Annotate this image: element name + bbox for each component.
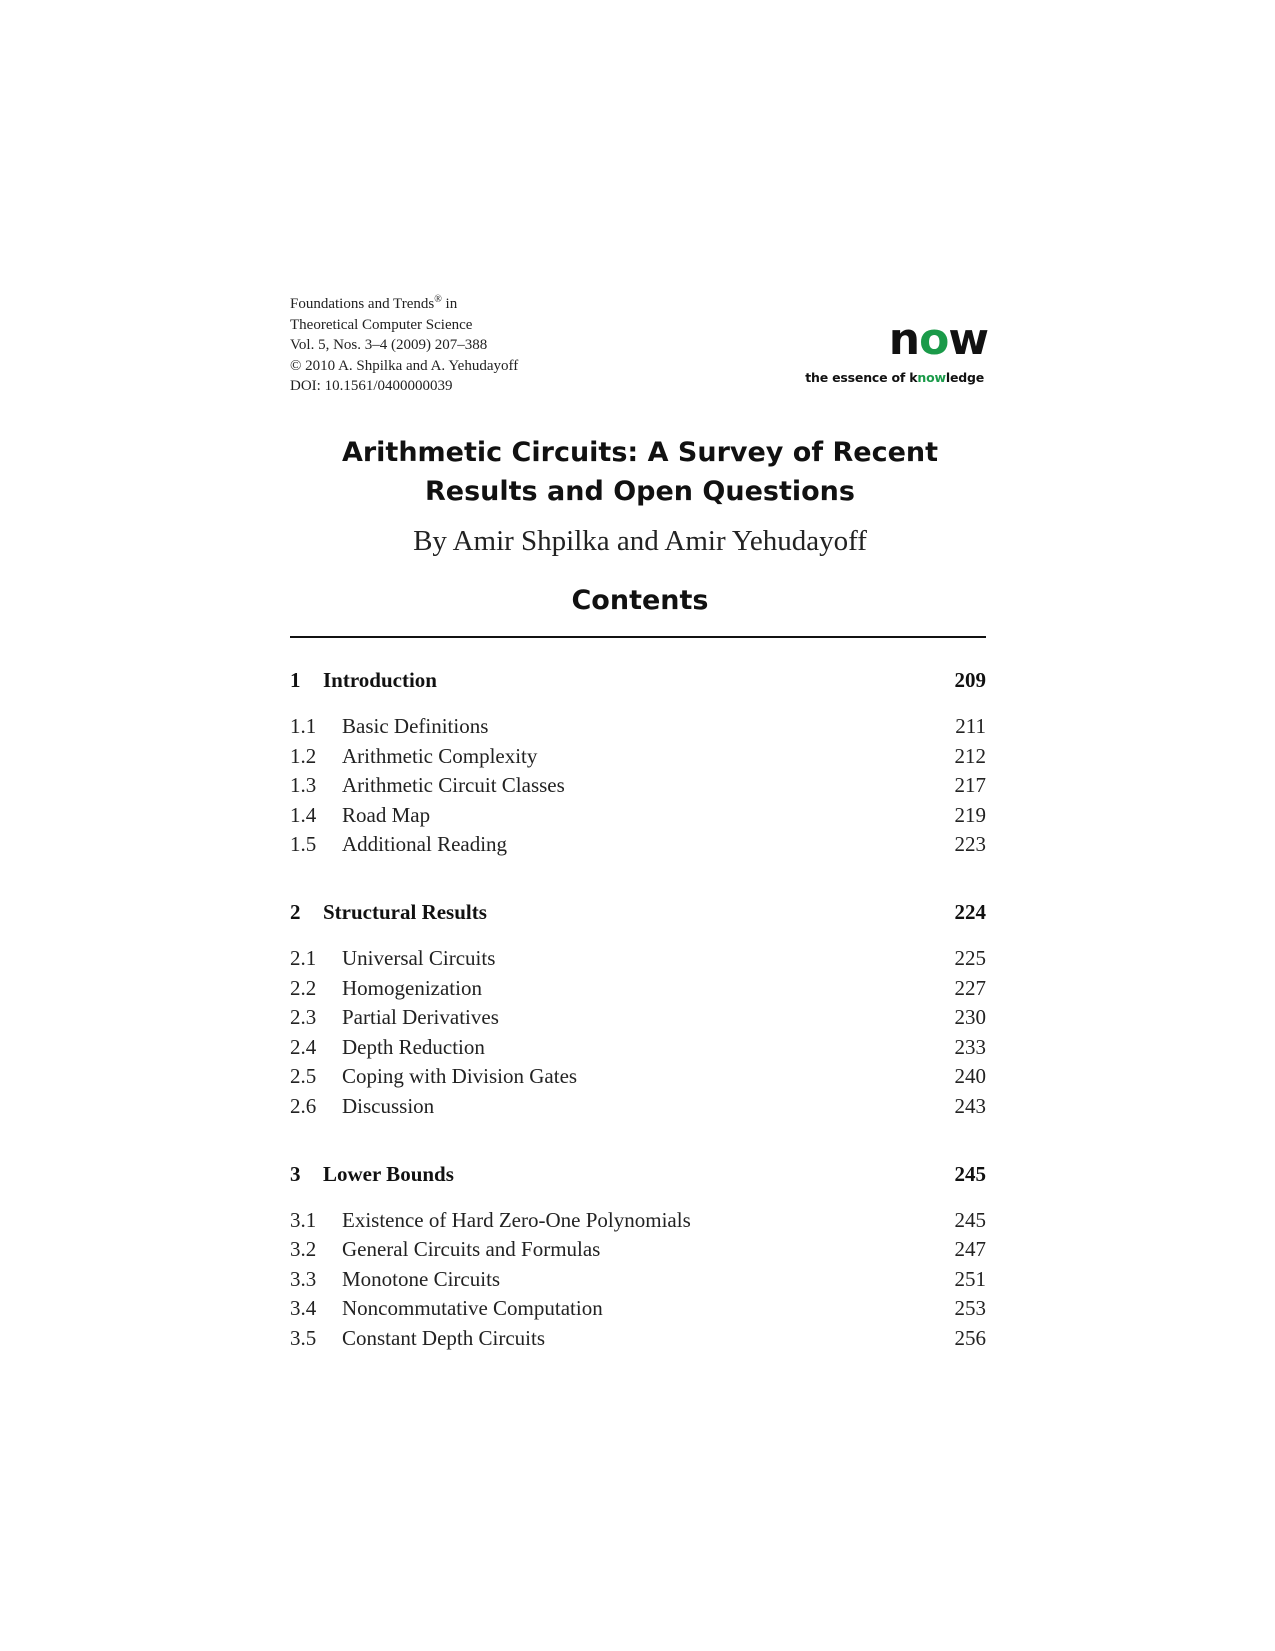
- toc-section-entry[interactable]: [290, 1208, 986, 1238]
- toc-section-page: 253: [954, 1296, 986, 1321]
- toc-chapter-entry[interactable]: [290, 1162, 986, 1202]
- toc-section-entry[interactable]: [290, 976, 986, 1006]
- journal-series-name: Foundations and Trends: [290, 296, 435, 312]
- toc-section-page: 240: [954, 1064, 986, 1089]
- toc-section-page: 256: [954, 1325, 986, 1350]
- toc-section-entry[interactable]: [290, 803, 986, 833]
- journal-info: [290, 290, 710, 397]
- toc-section-page: 243: [954, 1093, 986, 1118]
- journal-series-suffix: in: [441, 296, 458, 312]
- toc-section-entry[interactable]: [290, 1326, 986, 1356]
- title-line-1: Arithmetic Circuits: A Survey of Recent: [341, 437, 939, 468]
- toc-section-title: Basic Definitions: [342, 714, 489, 738]
- toc-section-title: Discussion: [342, 1093, 435, 1118]
- toc-section-title: Universal Circuits: [342, 945, 496, 970]
- toc-section-entry[interactable]: [290, 1005, 986, 1035]
- toc-section-number: 1.1: [290, 714, 317, 738]
- toc-chapter: [290, 668, 986, 862]
- toc-section-page: 233: [954, 1034, 986, 1059]
- table-of-contents: [290, 668, 986, 1394]
- logo-tagline: the essence of knowledge: [805, 370, 984, 385]
- toc-section-number: 1.5: [290, 832, 317, 857]
- toc-chapter-page: 209: [954, 668, 986, 692]
- toc-section-entry[interactable]: [290, 1064, 986, 1094]
- toc-section-entry[interactable]: [290, 1267, 986, 1297]
- toc-chapter-page: 245: [954, 1161, 986, 1186]
- toc-chapter-title: Structural Results: [323, 899, 487, 924]
- toc-section-title: Arithmetic Complexity: [342, 743, 538, 768]
- toc-section-entry[interactable]: [290, 1035, 986, 1065]
- toc-section-number: 1.2: [290, 743, 317, 768]
- toc-section-number: 3.5: [290, 1325, 317, 1350]
- toc-section-number: 2.1: [290, 945, 317, 970]
- toc-section-number: 2.4: [290, 1034, 317, 1059]
- toc-chapter-entry[interactable]: [290, 668, 986, 708]
- toc-section-page: 219: [954, 802, 986, 827]
- toc-chapter-number: 2: [290, 899, 301, 924]
- toc-section-number: 2.5: [290, 1064, 317, 1089]
- toc-section-number: 2.2: [290, 975, 317, 1000]
- authors: By Amir Shpilka and Amir Yehudayoff: [413, 525, 867, 557]
- toc-section-title: Partial Derivatives: [342, 1005, 499, 1030]
- toc-chapter-page: 224: [954, 899, 986, 924]
- toc-section-number: 3.4: [290, 1296, 317, 1321]
- toc-section-page: 217: [954, 773, 986, 798]
- toc-section-entry[interactable]: [290, 946, 986, 976]
- toc-section-page: 230: [954, 1005, 986, 1030]
- toc-section-title: Existence of Hard Zero-One Polynomials: [342, 1207, 691, 1232]
- toc-chapter-title: Introduction: [323, 668, 437, 692]
- logo-wordmark: now: [888, 314, 988, 365]
- toc-chapter-title: Lower Bounds: [323, 1161, 454, 1186]
- toc-section-number: 1.4: [290, 802, 317, 827]
- title-line-2: Results and Open Questions: [425, 476, 855, 507]
- toc-section-title: Road Map: [342, 802, 431, 827]
- toc-section-number: 3.2: [290, 1237, 317, 1262]
- toc-section-page: 245: [954, 1207, 986, 1232]
- journal-volume: Vol. 5, Nos. 3–4 (2009) 207–388: [290, 337, 488, 353]
- toc-section-title: Arithmetic Circuit Classes: [342, 773, 565, 798]
- toc-section-entry[interactable]: [290, 1296, 986, 1326]
- document-title: [290, 433, 990, 511]
- toc-section-number: 2.6: [290, 1093, 317, 1118]
- toc-section-title: Coping with Division Gates: [342, 1064, 578, 1089]
- doi-line: DOI: 10.1561/0400000039: [290, 378, 453, 394]
- journal-subject: Theoretical Computer Science: [290, 316, 473, 333]
- toc-section-title: Noncommutative Computation: [342, 1296, 603, 1321]
- toc-section-title: General Circuits and Formulas: [342, 1237, 601, 1262]
- toc-section-entry[interactable]: [290, 832, 986, 862]
- toc-chapter: [290, 1162, 986, 1356]
- toc-section-page: 223: [954, 832, 986, 857]
- registered-mark: ®: [434, 294, 442, 305]
- toc-section-page: 225: [954, 945, 986, 970]
- contents-rule: [290, 636, 986, 638]
- toc-section-page: 227: [954, 975, 986, 1000]
- toc-section-page: 211: [955, 714, 986, 738]
- copyright-line: © 2010 A. Shpilka and A. Yehudayoff: [290, 357, 519, 374]
- toc-section-page: 212: [954, 743, 986, 768]
- toc-section-number: 2.3: [290, 1005, 317, 1030]
- toc-section-title: Constant Depth Circuits: [342, 1325, 545, 1350]
- toc-chapter: [290, 900, 986, 1124]
- toc-section-title: Depth Reduction: [342, 1034, 485, 1059]
- toc-section-entry[interactable]: [290, 1237, 986, 1267]
- toc-section-entry[interactable]: [290, 744, 986, 774]
- toc-chapter-number: 1: [290, 668, 301, 692]
- toc-section-title: Monotone Circuits: [342, 1266, 501, 1291]
- journal-series: [290, 290, 710, 315]
- toc-section-entry[interactable]: [290, 773, 986, 803]
- toc-chapter-entry[interactable]: [290, 900, 986, 940]
- toc-section-page: 247: [954, 1237, 986, 1262]
- toc-section-list: [290, 1208, 986, 1356]
- toc-section-page: 251: [954, 1266, 986, 1291]
- toc-section-list: [290, 714, 986, 862]
- toc-section-title: Homogenization: [342, 975, 482, 1000]
- toc-chapter-number: 3: [290, 1161, 301, 1186]
- toc-section-entry[interactable]: [290, 1094, 986, 1124]
- toc-section-title: Additional Reading: [342, 832, 508, 857]
- toc-section-number: 3.1: [290, 1207, 317, 1232]
- contents-heading: Contents: [571, 585, 709, 616]
- toc-section-number: 1.3: [290, 773, 317, 798]
- toc-section-list: [290, 946, 986, 1124]
- publisher-logo: [805, 314, 988, 390]
- toc-section-entry[interactable]: [290, 714, 986, 744]
- toc-section-number: 3.3: [290, 1266, 317, 1291]
